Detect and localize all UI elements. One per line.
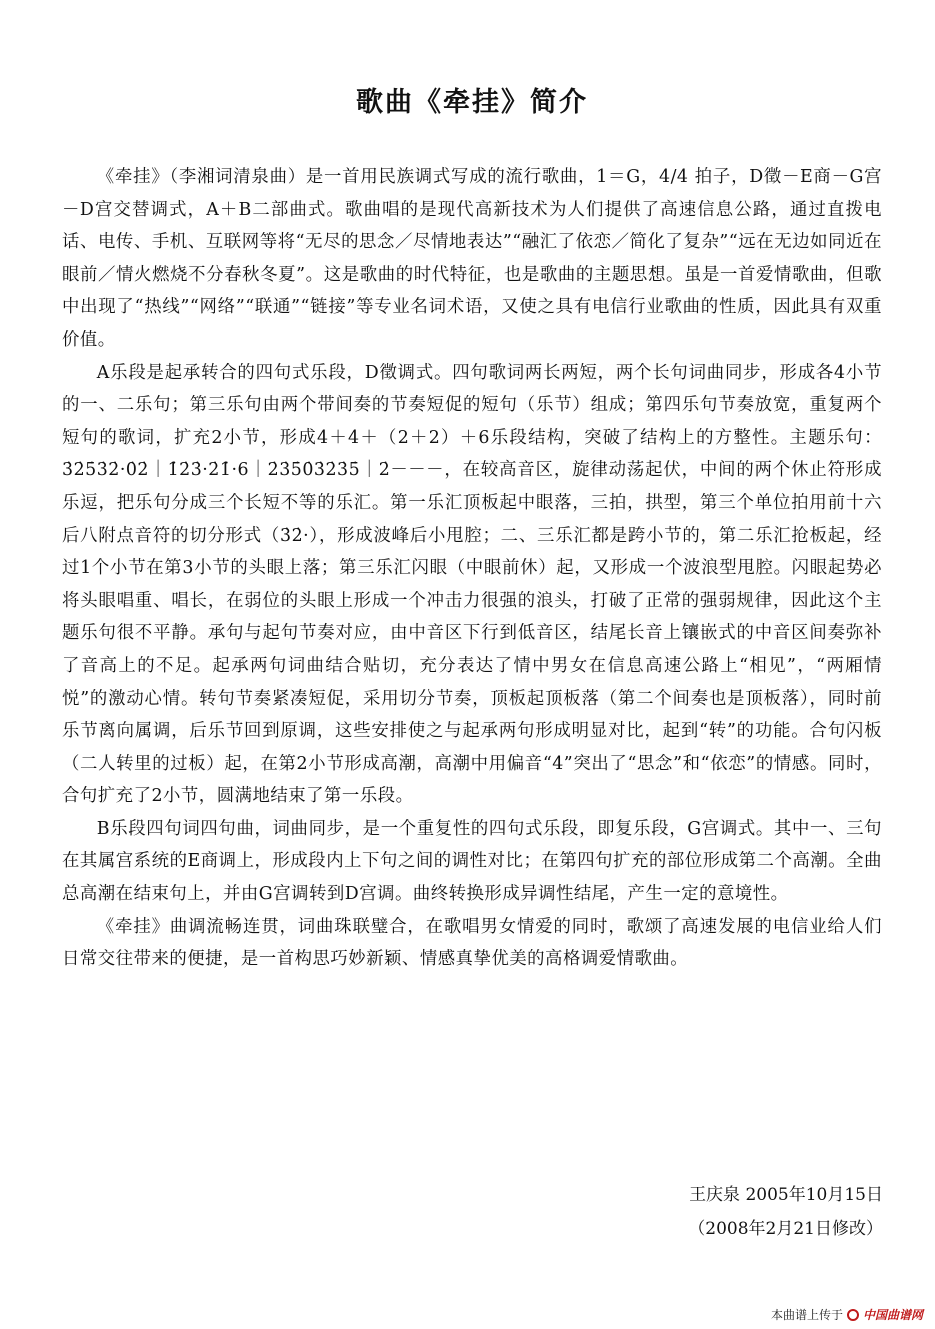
document-title: 歌曲《牵挂》简介	[356, 87, 588, 118]
site-name: 中国曲谱网	[862, 1308, 923, 1322]
paragraph-section-b: B乐段四句词四句曲，词曲同步，是一个重复性的四句式乐段，即复乐段，G宫调式。其中一、三句在其属宫系统的E商调上，形成段内上下句之间的调性对比；在第四句扩充的部位形成第二个高潮。全曲总高潮在结束句上，并由G宫调转到D宫调。曲终转换形成异调性结尾，产生一定的意境性。	[62, 818, 882, 905]
paragraph-conclusion: 《牵挂》曲调流畅连贯，词曲珠联璧合，在歌唱男女情爱的同时，歌颂了高速发展的电信业给人们日常交往带来的便捷，是一首构思巧妙新颖、情感真挚优美的高格调爱情歌曲。	[62, 916, 882, 970]
site-logo-icon	[847, 1309, 859, 1321]
signature-block	[688, 1178, 883, 1246]
upload-text: 本曲谱上传于	[770, 1308, 843, 1322]
paragraph-intro: 《牵挂》（李湘词清泉曲）是一首用民族调式写成的流行歌曲，1＝G，4/4 拍子，D徵－E商－G宫－D宫交替调式，A＋B二部曲式。歌曲唱的是现代高新技术为人们提供了高速信息公路，通过直拨电话、电传、手机、互联网等将“无尽的思念／尽情地表达”“融汇了依恋／简化了复杂”“远在无边如同近在眼前／情火燃烧不分春秋冬夏”。这是歌曲的时代特征，也是歌曲的主题思想。虽是一首爱情歌曲，但歌中出现了“热线”“网络”“联通”“链接”等专业名词术语，又使之具有电信行业歌曲的性质，因此具有双重价值。	[62, 167, 882, 350]
revision-date: （2008年2月21日修改）	[688, 1219, 883, 1239]
author-date: 王庆泉 2005年10月15日	[689, 1185, 883, 1205]
footer-watermark	[771, 1306, 923, 1323]
paragraph-section-a: A乐段是起承转合的四句式乐段，D徵调式。四句歌词两长两短，两个长句词曲同步，形成各4小节的一、二乐句；第三乐句由两个带间奏的节奏短促的短句（乐节）组成；第四乐句节奏放宽，重复两个短句的歌词，扩充2小节，形成4＋4＋（2＋2）＋6乐段结构，突破了结构上的方整性。主题乐句：3̇2̇5̇3̇2̇·0̇2̇｜1̇2̇3̇·2̇1̇·6｜2̇3̇5̇0̇3̇2̇3̇5̇｜2̇－－－，在较高音区，旋律动荡起伏，中间的两个休止符形成乐逗，把乐句分成三个长短不等的乐汇。第一乐汇顶板起中眼落，三拍，拱型，第三个单位拍用前十六后八附点音符的切分形式（3̇2̇·），形成波峰后小甩腔；二、三乐汇都是跨小节的，第二乐汇抢板起，经过1个小节在第3小节的头眼上落；第三乐汇闪眼（中眼前休）起，又形成一个波浪型甩腔。闪眼起势必将头眼唱重、唱长，在弱位的头眼上形成一个冲击力很强的浪头，打破了正常的强弱规律，因此这个主题乐句很不平静。承句与起句节奏对应，由中音区下行到低音区，结尾长音上镶嵌式的中音区间奏弥补了音高上的不足。起承两句词曲结合贴切，充分表达了情中男女在信息高速公路上“相见”，“两厢情悦”的激动心情。转句节奏紧凑短促，采用切分节奏，顶板起顶板落（第二个间奏也是顶板落），同时前乐节离向属调，后乐节回到原调，这些安排使之与起承两句形成明显对比，起到“转”的功能。合句闪板（二人转里的过板）起，在第2小节形成高潮，高潮中用偏音“4̇”突出了“思念”和“依恋”的情感。同时，合句扩充了2小节，圆满地结束了第一乐段。	[62, 362, 882, 807]
document-body	[62, 80, 882, 976]
